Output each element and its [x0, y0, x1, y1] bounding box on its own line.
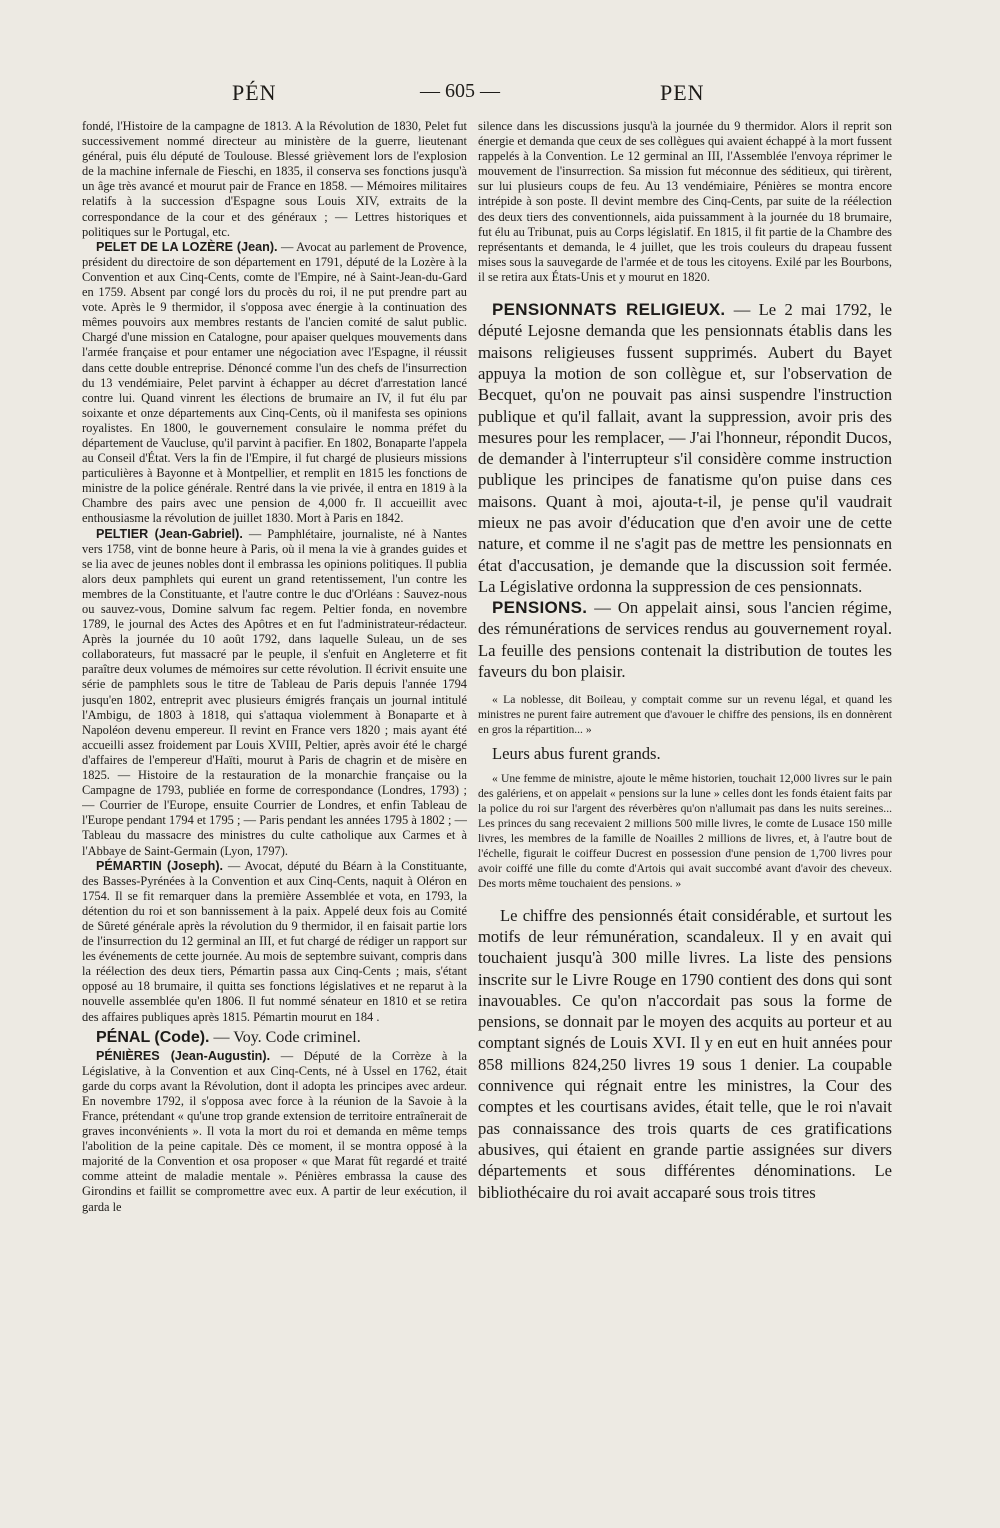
entry-penal — [82, 1027, 467, 1049]
entry-body: — Le 2 mai 1792, le député Lejosne demanda que les pensionnats établis dans les maisons religieuses fussent supprimés. Aubert du Bayet appuya la motion de son collègue et, sur l'observation de Becquet, qu'on ne pouvait pas ainsi suspendre l'instruction publique et qu'il fallait, avant la suppression, avoir pris des mesures pour les remplacer, — J'ai l'honneur, répondit Ducos, de demander à l'interrupteur s'il considère comme instruction publique les principes de fanatisme qu'on puise dans ces maisons. Quant à moi, ajouta-t-il, je pense qu'il vaudrait mieux ne pas avoir d'éducation que d'en avoir une de cette nature, et comme il ne s'agit pas de mettre les pensionnats en état d'accusation, je demande que la discussion soit fermée. La Législative ordonna la suppression de ces pensionnats. — [478, 300, 892, 596]
paragraph: fondé, l'Histoire de la campagne de 1813. A la Révolution de 1830, Pelet fut successivement nommé directeur au ministère de la guerre, lieutenant général, puis élu député de Toulouse. Blessé grièvement lors de l'explosion de la machine infernale de Fieschi, en 1835, il conserva ses fonctions jusqu'à un âge très avancé et mourut pair de France en 1858. — Mémoires militaires relatifs à la succession d'Espagne sous Louis XIV, extraits de la correspondance de la cour et des généraux ; — Lettres historiques et politiques sur le Portugal, etc. — [82, 119, 467, 239]
entry-body: — Voy. Code criminel. — [209, 1028, 361, 1046]
page-number: — 605 — — [420, 80, 500, 102]
entry-heading: PELTIER (Jean-Gabriel). — [96, 526, 243, 541]
entry-heading: PENSIONS. — [492, 598, 588, 618]
entry-body: — Député de la Corrèze à la Législative, à la Convention et aux Cinq-Cents, né à Ussel en 1762, était garde du corps avant la Révolution, dont il adopta les principes avec ardeur. En novembre 1792, il s'opposa avec force à la réunion de la Savoie à la France, prétendant « qu'une trop grande extension de territoire entraînerait de graves inconvénients ». Il vota la mort du roi et demanda en même temps l'abolition de la peine capitale. Dès ce moment, il se montra opposé à la majorité de la Convention et osa proposer « que Marat fût regardé et traité comme atteint de maladie mentale ». Pénières embrassa la cause des Girondins et faillit se compromettre avec eux. A partir de leur exécution, il garda le — [82, 1048, 467, 1214]
entry-heading: PÉNIÈRES (Jean-Augustin). — [96, 1048, 271, 1063]
entry-peltier — [82, 527, 467, 859]
left-column — [82, 119, 467, 1389]
entry-heading: PELET DE LA LOZÈRE (Jean). — [96, 239, 278, 254]
running-header — [0, 80, 1000, 114]
quotation: « La noblesse, dit Boileau, y comptait comme sur un revenu légal, et quand les ministres ne purent faire autrement que d'avouer le chiffre des pensions, ils en donnèrent en gros la répartition... » — [478, 693, 892, 737]
quotation: « Une femme de ministre, ajoute le même historien, touchait 12,000 livres sur le pain des galériens, et on appelait « pensions sur la lune » celles dont les fonds étaient faits par la police du roi sur l'argent des réverbères qu'on n'allumait pas dans les nuits sereines... Les princes du sang recevaient 2 millions 500 mille livres, le comte de Lusace 150 mille livres, les membres de la famille de Noailles 2 millions de livres, et, à l'autre bout de l'échelle, figurait le coiffeur Ducrest en possession d'une pension de 1,700 livres pour avoir coiffé une fille du comte d'Artois qui avait succombé avant d'avoir des cheveux. Des morts même touchaient des pensions. » — [478, 771, 892, 890]
entry-heading: PÉMARTIN (Joseph). — [96, 858, 224, 873]
entry-heading: PÉNAL (Code). — [96, 1028, 210, 1046]
entry-heading: PENSIONNATS RELIGIEUX. — [492, 300, 726, 320]
right-column — [478, 119, 892, 1409]
entry-pensions — [478, 597, 892, 682]
header-left: PÉN — [232, 80, 277, 105]
paragraph: Leurs abus furent grands. — [492, 744, 661, 764]
paragraph: Le chiffre des pensionnés était considérable, et surtout les motifs de leur rémunération, scandaleux. Il y en avait qui touchaient jusqu'à 300 mille livres. La liste des pensions inscrite sur le Livre Rouge en 1790 contient des dons qui sont inavouables. Ce qu'on n'accordait pas sous la forme de pensions, se donnait par le moyen des acquits au porteur et au comptant signés de Louis XVI. Il y en eut en huit années pour 858 millions 824,250 livres 19 sous 1 denier. La coupable connivence qui régnait entre les ministres, la Cour des comptes et les courtisans avides, était telle, que le roi n'avait pas connaissance des trois quarts de ces gratifications abusives, qui étaient en grande partie assignées sur divers départements et sous différentes dénominations. Le bibliothécaire du roi avait accaparé sous trois titres — [478, 905, 892, 1202]
entry-body: — Avocat, député du Béarn à la Constituante, des Basses-Pyrénées à la Convention et aux Cinq-Cents, naquit à Oléron en 1754. Il se fit remarquer dans la première Assemblée et vota, en 1793, la détention du roi et son bannissement à la paix. Appelé deux fois au Comité de Sûreté générale après la révolution du 9 thermidor, il en faisait partie lors de l'insurrection du 12 germinal an III, et fut chargé de rédiger un rapport sur les événements de cette journée. Au mois de septembre suivant, compris dans la réélection des deux tiers, Pémartin passa aux Cinq-Cents ; mais, s'étant opposé au 18 brumaire, il quitta ses fonctions législatives et ne reparut à la nouvelle assemblée qu'en 1806. Il fut nommé sénateur en 1810 et se retira des affaires publiques après 1815. Pémartin mourut en 184 . — [82, 858, 467, 1024]
entry-pensionnats-religieux — [478, 299, 892, 597]
entry-penieres — [82, 1049, 467, 1215]
entry-body: — Avocat au parlement de Provence, président du directoire de son département en 1791, député de la Lozère à la Convention et aux Cinq-Cents, comte de l'Empire, né à Saint-Jean-du-Gard en 1759. Absent par congé lors du procès du roi, il ne put prendre part au vote. Après le 9 thermidor, il s'opposa avec énergie à la continuation des mêmes pouvoirs aux membres restants de l'ancien comité de salut public. Chargé d'une mission en Catalogne, pour apaiser quelques mouvements dans l'armée française et pour entamer une négociation avec l'Espagne, il réussit dans cette double entreprise. Dénoncé comme l'un des chefs de l'insurrection du 13 vendémiaire, Pelet parvint à échapper au décret d'arrestation lancé contre lui. Quand vinrent les élections de brumaire an IV, il fut élu par soixante et onze départements aux Cinq-Cents, où il manifesta ses opinions royalistes. En 1800, le gouvernement consulaire le nomma préfet du département de Vaucluse, qu'il parvint à pacifier. En 1802, Bonaparte l'appela au Conseil d'État. Vers la fin de l'Empire, il fut chargé de plusieurs missions particulières à Bayonne et à Montpellier, et remplit en 1815 les fonctions de ministre de la police générale. Rentré dans la vie privée, il entra en 1819 à la Chambre des pairs avec une pension de 4,000 fr. Il accueillit avec enthousiasme la révolution de juillet 1830. Mort à Paris en 1842. — [82, 239, 467, 526]
entry-body: — Pamphlétaire, journaliste, né à Nantes vers 1758, vint de bonne heure à Paris, où il mena la vie à grandes guides et se lia avec de jeunes nobles dont il embrassa les opinions politiques. Il publia alors deux pamphlets qui eurent un grand retentissement, l'un contre les membres de la Constituante, et l'autre contre le duc d'Orléans : Sauvez-nous ou sauvez-vous, Domine salvum fac regem. Peltier fonda, en novembre 1789, le journal des Actes des Apôtres et en fut l'administrateur-rédacteur. Après la journée du 10 août 1792, dans laquelle Suleau, un de ses collaborateurs, fut massacré par le peuple, il s'enfuit en Angleterre et fit paraître deux volumes de mémoires sur cette révolution. Il écrivit ensuite une série de pamphlets sous le titre de Tableau de Paris depuis l'année 1794 jusqu'en 1802, entreprit avec plusieurs émigrés français un journal intitulé l'Ambigu, de 1803 à 1818, qui s'attaqua violemment à Bonaparte et à Napoléon devenu empereur. Il revint en France vers 1820 ; mais ayant été accueilli assez froidement par Louis XVIII, Peltier, après avoir été le chargé d'affaires de l'empereur d'Haïti, mourut à Paris de chagrin et de misère en 1825. — Histoire de la restauration de la monarchie française ou la Campagne de 1793, publiée en forme de correspondance (Londres, 1793) ; — Courrier de l'Europe, ensuite Courrier de Londres, et enfin Tableau de l'Europe pendant 1794 et 1795 ; — Paris pendant les années 1795 à 1802 ; — Tableau du massacre des ministres du culte catholique aux Carmes et à l'Abbaye de Saint-Germain (Lyon, 1797). — [82, 526, 467, 858]
paragraph: silence dans les discussions jusqu'à la journée du 9 thermidor. Alors il reprit son énergie et demanda que ceux de ses collègues qui avaient échappé à la mort fussent rappelés à la Convention. Le 12 germinal an III, l'Assemblée l'envoya réprimer le mouvement de l'insurrection. Sa mission fut méconnue des séditieux, qui tirèrent, sur lui plusieurs coups de feu. Au 13 vendémiaire, Pénières se montra encore intrépide à son poste. Il devint membre des Cinq-Cents, par suite de la réélection des deux tiers des conventionnels, aida puissamment à la journée du 18 brumaire, fut élu au Tribunat, puis au Corps législatif. En 1815, il fit partie de la Chambre des représentants et demanda, le 4 juillet, que les trois couleurs du drapeau fussent mises sous la sauvegarde de l'armée et de tous les citoyens. Exilé par les Bourbons, il se retira aux États-Unis et y mourut en 1820. — [478, 119, 892, 284]
entry-pelet-de-la-lozere — [82, 240, 467, 527]
entry-pemartin — [82, 859, 467, 1025]
header-right: PEN — [660, 80, 705, 105]
entry-body: — On appelait ainsi, sous l'ancien régime, des rémunérations de services rendus au gouvernement royal. La feuille des pensions contenait la distribution de toutes les faveurs du bon plaisir. — [478, 598, 892, 682]
